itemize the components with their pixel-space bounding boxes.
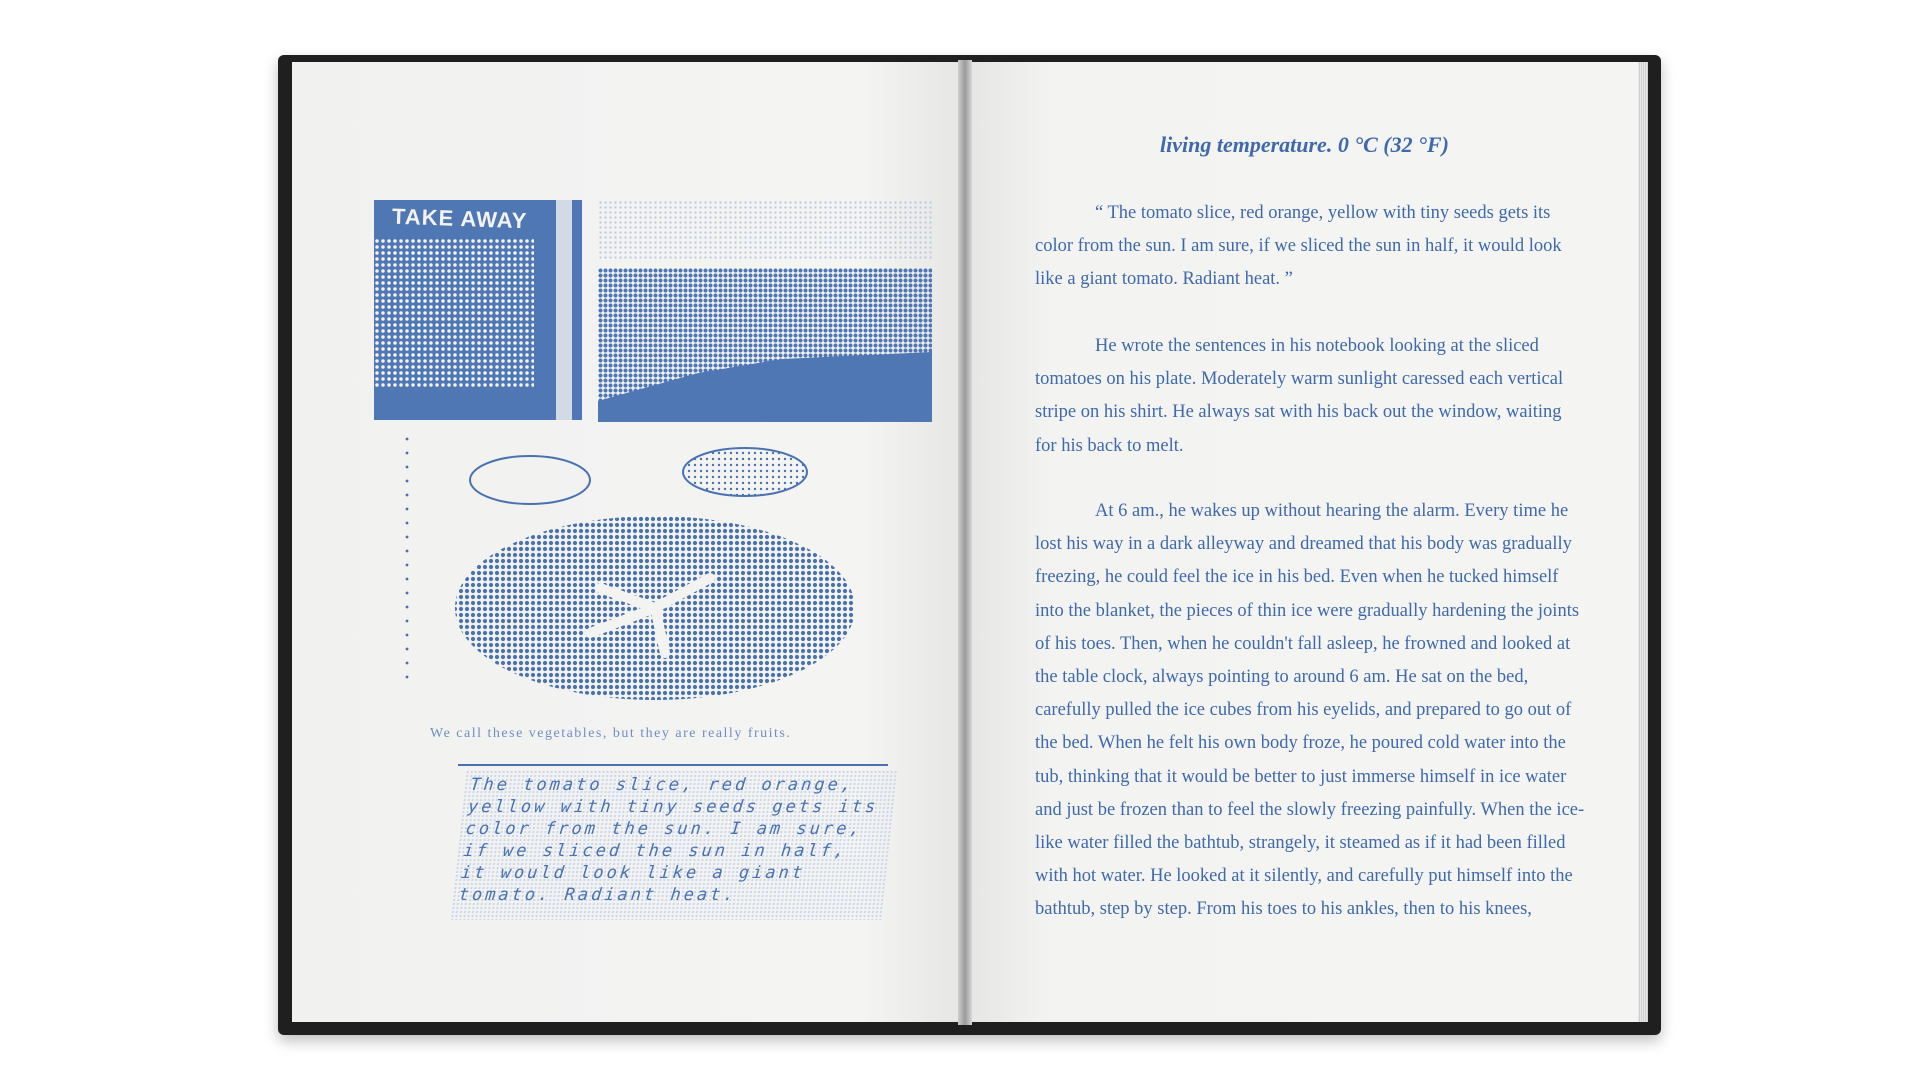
paragraph-quote: “ The tomato slice, red orange, yellow with tiny seeds gets its color from the sun. I am sure, if we sliced the sun in half, it would look like a giant tomato. Radiant heat. ” — [1035, 203, 1562, 290]
note-rule — [458, 764, 888, 766]
tomato-slice-illustration — [440, 438, 870, 718]
small-slice-left — [470, 456, 590, 504]
paragraph-notebook: He wrote the sentences in his notebook looking at the sliced tomatoes on his plate. Moderately warm sunlight caressed each vertical stripe on his shirt. He always sat with his back out the window, waiting for his back to melt. — [1035, 336, 1564, 456]
page-edge — [1638, 62, 1648, 1022]
window-pillar — [556, 200, 572, 420]
small-slice-right — [683, 448, 807, 496]
handwritten-note: The tomato slice, red orange, yellow with tiny seeds gets its color from the sun. I am sure, if we sliced the sun in half, it would look like a giant tomato. Radiant heat. — [450, 770, 898, 920]
sea-sky — [598, 200, 932, 260]
cafe-window — [374, 238, 534, 388]
takeaway-photo — [374, 200, 582, 420]
sea-photo — [598, 200, 932, 422]
book-gutter — [958, 60, 972, 1025]
takeaway-sign: TAKE AWAY — [391, 203, 528, 234]
collage-caption: We call these vegetables, but they are really fruits. — [430, 726, 792, 741]
paragraph-morning: At 6 am., he wakes up without hearing the alarm. Every time he lost his way in a dark alleyway and dreamed that his body was gradually freezing, he could feel the ice in his bed. Even when he tucked himself into the blanket, the pieces of thin ice were gradually hardening the joints of his toes. Then, when he couldn't fall asleep, he frowned and looked at the table clock, always pointing to around 6 am. He sat on the bed, carefully pulled the ice cubes from his eyelids, and prepared to go out of the bed. When he felt his own body froze, he poured cold water into the tub, thinking that it would be better to just immerse himself in ice water and just be frozen than to feel the slowly freezing painfully. When the ice-like water filled the bathtub, strangely, it steamed as if it had been filled with hot water. He looked at it silently, and carefully put himself into the bathtub, step by step. From his toes to his ankles, then to his knees, — [1035, 501, 1585, 920]
chapter-title: living temperature. 0 °C (32 °F) — [1160, 132, 1449, 157]
dotted-rule — [404, 432, 410, 682]
